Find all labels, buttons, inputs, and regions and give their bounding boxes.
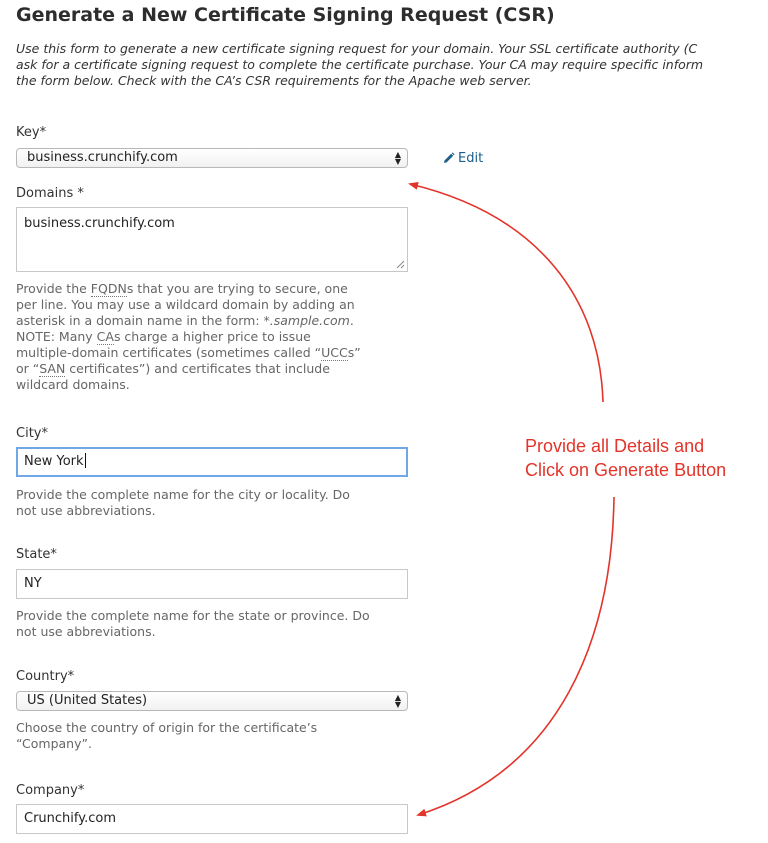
pencil-icon	[443, 152, 455, 164]
intro-line: the form below. Check with the CA’s CSR requirements for the Apache web server.	[16, 73, 532, 88]
city-value: New York	[24, 454, 84, 469]
city-label: City*	[16, 426, 48, 441]
city-help: Provide the complete name for the city or locality. Do not use abbreviations.	[16, 487, 350, 518]
country-label: Country*	[16, 669, 75, 684]
state-value: NY	[24, 576, 42, 591]
select-arrows-icon: ▲ ▼	[394, 150, 401, 166]
intro-line: Use this form to generate a new certificate signing request for your domain. Your SSL certificate authority (C	[16, 41, 698, 56]
key-select[interactable]	[16, 148, 408, 168]
company-label: Company*	[16, 783, 85, 798]
san-abbr: SAN	[39, 361, 66, 376]
city-input[interactable]	[16, 447, 408, 477]
key-select-value: business.crunchify.com	[27, 150, 178, 165]
resize-grip-icon[interactable]	[396, 260, 405, 269]
edit-key-link[interactable]	[443, 151, 483, 166]
country-select-value: US (United States)	[27, 693, 148, 708]
state-input[interactable]	[16, 569, 408, 599]
text-caret	[85, 453, 86, 468]
intro-line: ask for a certificate signing request to complete the certificate purchase. Your CA may require specific inform	[16, 57, 704, 72]
ucc-abbr: UCC	[321, 345, 348, 360]
select-arrows-icon: ▲ ▼	[394, 693, 401, 709]
company-input[interactable]	[16, 804, 408, 834]
domains-label: Domains *	[16, 186, 84, 201]
domains-help: Provide the FQDNs that you are trying to secure, one per line. You may use a wildcard domain by adding an asterisk in a domain name in the form: *.sample.com. NOTE: Many CAs charge a higher price to issue multiple-domain certificates (sometimes called “UCCs” or “SAN certificates”) and certificates that include wildcard domains.	[16, 281, 361, 392]
domains-value: business.crunchify.com	[24, 216, 175, 231]
state-help: Provide the complete name for the state or province. Do not use abbreviations.	[16, 608, 370, 639]
key-label: Key*	[16, 125, 47, 140]
ca-abbr: CA	[96, 329, 114, 344]
page-title: Generate a New Certificate Signing Request (CSR)	[16, 4, 555, 26]
fqdn-abbr: FQDN	[90, 281, 127, 296]
country-select[interactable]	[16, 691, 408, 711]
domains-textarea[interactable]	[16, 207, 408, 272]
country-help: Choose the country of origin for the certificate’s “Company”.	[16, 720, 318, 751]
company-value: Crunchify.com	[24, 811, 116, 826]
arrow-to-key	[410, 184, 603, 402]
intro-text	[16, 41, 768, 89]
arrow-to-company	[418, 497, 614, 815]
edit-link-label: Edit	[458, 151, 484, 166]
state-label: State*	[16, 547, 57, 562]
annotation-text: Provide all Details and Click on Generate Button	[525, 436, 727, 480]
